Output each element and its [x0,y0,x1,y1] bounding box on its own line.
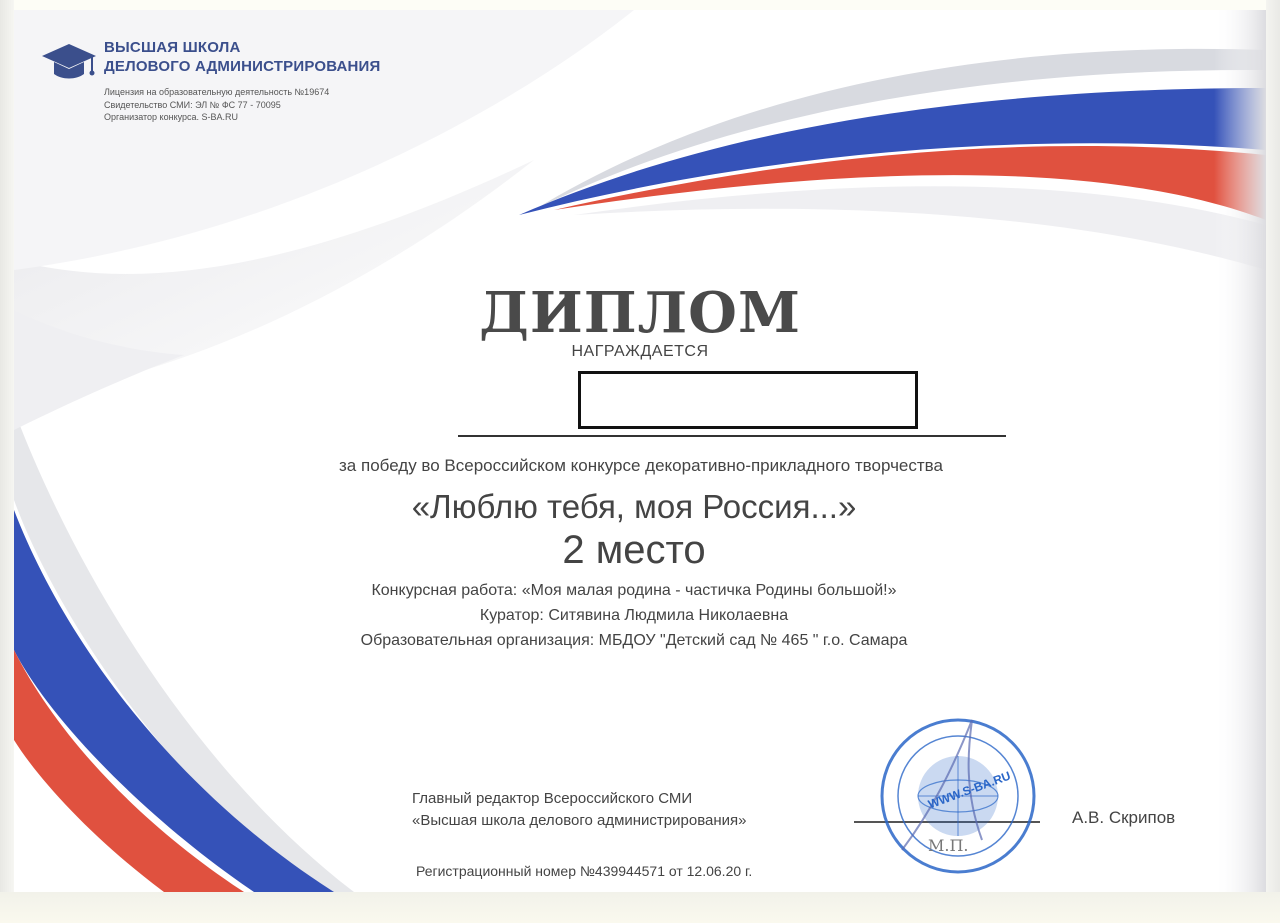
certificate-text: Свидетельство СМИ: ЭЛ № ФС 77 - 70095 [104,99,281,110]
contest-work: Конкурсная работа: «Моя малая родина - частичка Родины большой!» [371,582,897,599]
scan-edge-left [0,0,14,923]
editor-line2: «Высшая школа делового администрирования» [412,812,747,829]
organization-name [104,38,424,76]
contest-name: «Люблю тебя, моя Россия...» [411,488,857,525]
organizer-text: Организатор конкурса. S-BA.RU [104,112,239,122]
place-awarded: 2 место [562,528,706,572]
right-shade [1214,10,1266,892]
diploma-title: ДИПЛОМ [479,280,801,346]
awarded-label: НАГРАЖДАЕТСЯ [571,343,709,360]
license-text: Лицензия на образовательную деятельность №19674 [104,87,330,97]
registration-number: Регистрационный номер №439944571 от 12.06.20 г. [416,863,753,879]
graduation-cap-icon [42,42,96,82]
organization-name-line1: ВЫСШАЯ ШКОЛА [104,39,241,56]
editor-title [412,788,746,832]
institution: Образовательная организация: МБДОУ "Детский сад № 465 " г.о. Самара [360,632,908,649]
diploma-sheet [14,10,1266,892]
scan-edge-right [1266,0,1280,923]
white-ribbon-top-right [574,186,1266,270]
organization-name-line2: ДЕЛОВОГО АДМИНИСТРИРОВАНИЯ [104,58,381,75]
signer-name: А.В. Скрипов [1072,808,1176,827]
background-ribbons [14,10,1266,892]
scan-edge-bottom [0,892,1280,923]
curator: Куратор: Ситявина Людмила Николаевна [479,607,789,624]
recipient-name-redacted [578,371,918,429]
editor-line1: Главный редактор Всероссийского СМИ [412,790,693,807]
organization-details [104,86,424,124]
stamp-label: М.П. [928,836,969,855]
recipient-underline [458,435,1006,437]
award-reason: за победу во Всероссийском конкурсе декоративно-прикладного творчества [339,456,943,475]
stamp-text: WWW.S-BA.RU [926,768,1013,812]
